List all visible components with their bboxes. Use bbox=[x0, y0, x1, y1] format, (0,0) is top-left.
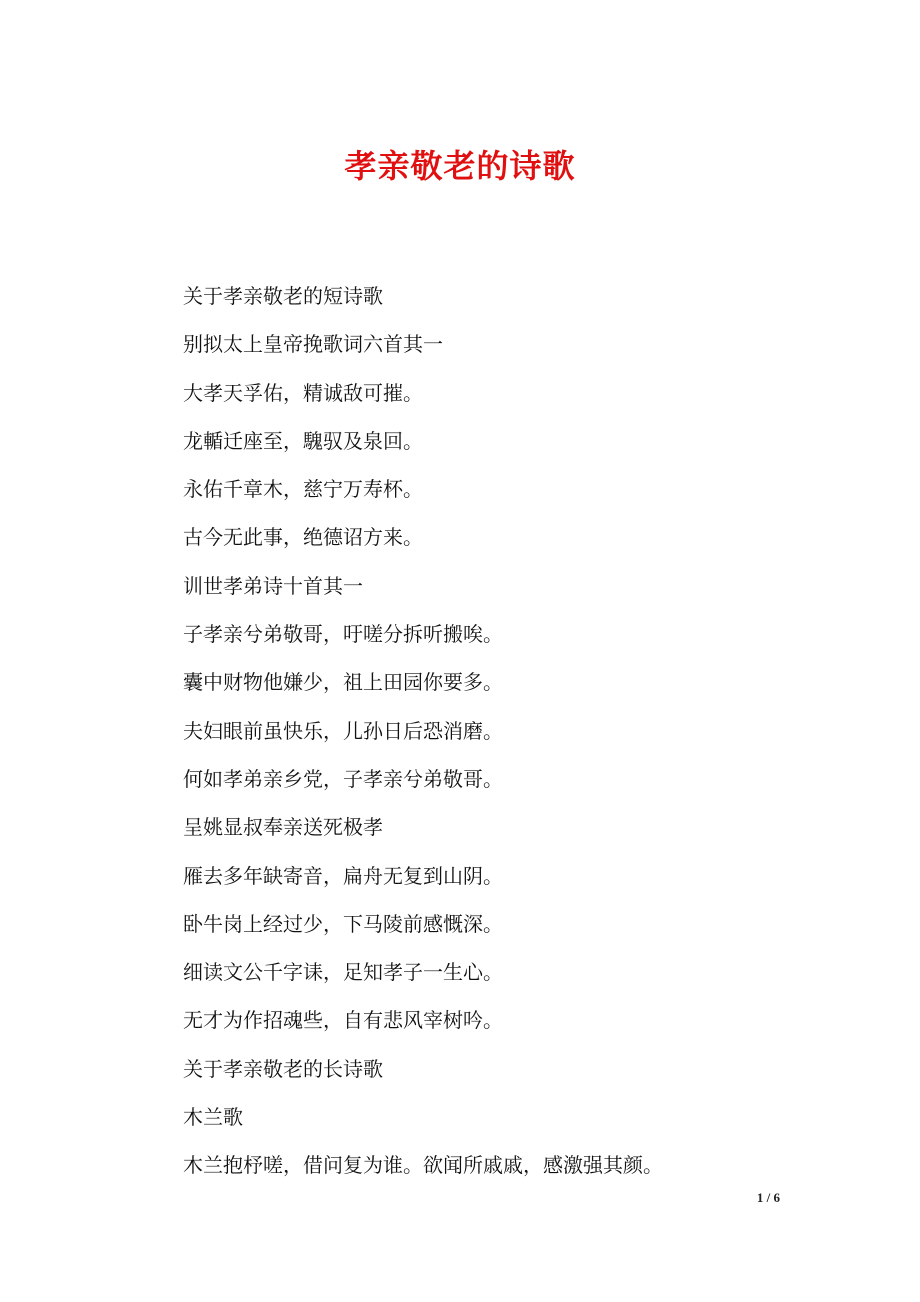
document-title: 孝亲敬老的诗歌 bbox=[344, 147, 576, 185]
text-line: 龙輴迁座至，騩驭及泉回。 bbox=[183, 428, 423, 453]
text-line: 子孝亲兮弟敬哥，吁嗟分拆听搬唉。 bbox=[183, 622, 503, 647]
text-line: 永佑千章木，慈宁万寿杯。 bbox=[183, 477, 423, 502]
text-line: 囊中财物他嫌少，祖上田园你要多。 bbox=[183, 670, 503, 695]
text-line: 无才为作招魂些，自有悲风宰树吟。 bbox=[183, 1008, 503, 1033]
text-line: 卧牛岗上经过少，下马陵前感慨深。 bbox=[183, 911, 503, 936]
text-line: 古今无此事，绝德诏方来。 bbox=[183, 525, 423, 550]
page-number: 1 / 6 bbox=[756, 1190, 780, 1205]
text-line: 雁去多年缺寄音，扁舟无复到山阴。 bbox=[183, 863, 503, 888]
text-line: 木兰抱杼嗟，借问复为谁。欲闻所戚戚，感激强其颜。 bbox=[183, 1153, 663, 1178]
text-line: 何如孝弟亲乡党，子孝亲兮弟敬哥。 bbox=[183, 766, 503, 791]
text-line: 呈姚显叔奉亲送死极孝 bbox=[183, 815, 383, 840]
text-line: 木兰歌 bbox=[183, 1105, 243, 1130]
text-line: 关于孝亲敬老的短诗歌 bbox=[183, 284, 383, 308]
poem-text-body bbox=[183, 272, 783, 1190]
text-line: 别拟太上皇帝挽歌词六首其一 bbox=[183, 332, 443, 357]
text-line: 大孝天孚佑，精诚敌可摧。 bbox=[183, 380, 423, 405]
text-line: 细读文公千字诔，足知孝子一生心。 bbox=[183, 960, 503, 985]
text-line: 夫妇眼前虽快乐，儿孙日后恐消磨。 bbox=[183, 718, 503, 743]
text-line: 关于孝亲敬老的长诗歌 bbox=[183, 1056, 383, 1081]
text-line: 训世孝弟诗十首其一 bbox=[183, 573, 363, 598]
